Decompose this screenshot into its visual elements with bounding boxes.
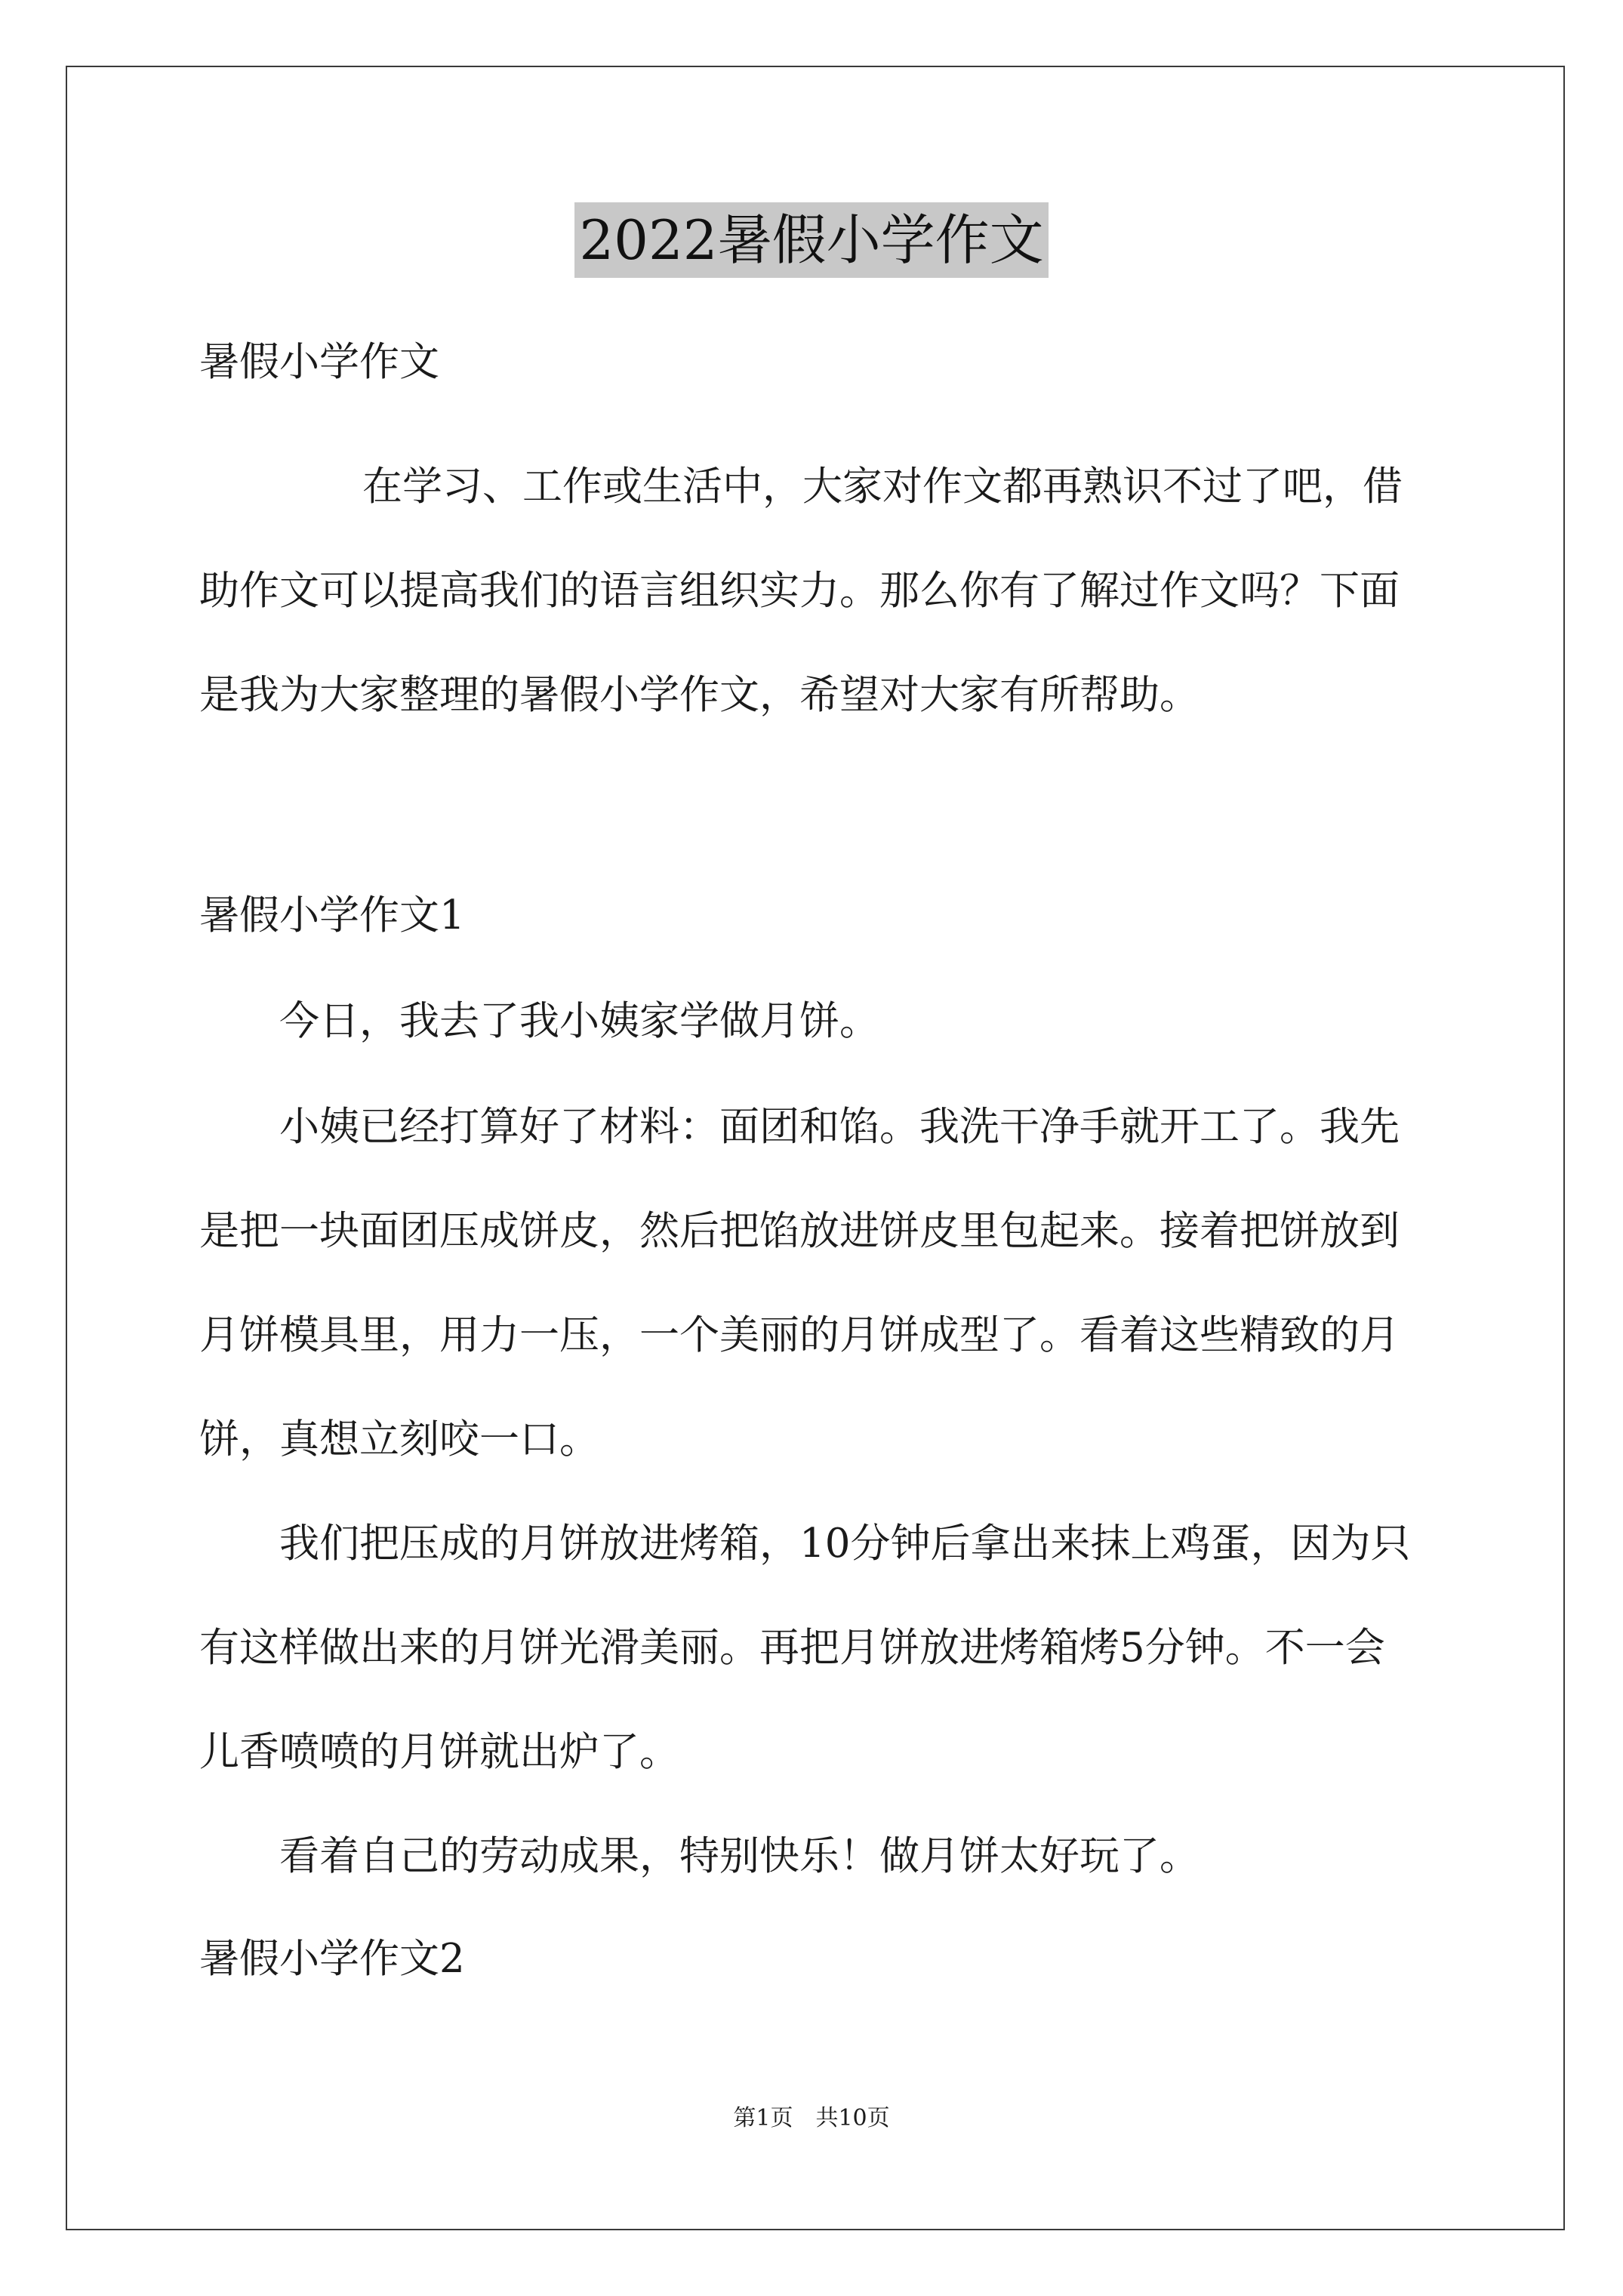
section-heading: 暑假小学作文2	[199, 1936, 465, 1982]
intro-line: 在学习、工作或生活中，大家对作文都再熟识不过了吧，借	[362, 464, 1403, 510]
intro-line: 是我为大家整理的暑假小学作文，希望对大家有所帮助。	[199, 672, 1200, 718]
paragraph-line: 是把一块面团压成饼皮，然后把馅放进饼皮里包起来。接着把饼放到	[199, 1208, 1400, 1254]
document-title: 2022暑假小学作文	[574, 202, 1048, 278]
paragraph-line: 今日，我去了我小姨家学做月饼。	[279, 998, 879, 1044]
paragraph-line: 饼，真想立刻咬一口。	[199, 1416, 599, 1462]
section-heading: 暑假小学作文1	[199, 892, 465, 938]
page-number: 第1页 共10页	[733, 2105, 890, 2131]
paragraph-line: 儿香喷喷的月饼就出炉了。	[199, 1729, 679, 1775]
paragraph-line: 有这样做出来的月饼光滑美丽。再把月饼放进烤箱烤5分钟。不一会	[199, 1625, 1385, 1671]
paragraph-line: 月饼模具里，用力一压，一个美丽的月饼成型了。看着这些精致的月	[199, 1312, 1400, 1358]
subtitle: 暑假小学作文	[199, 339, 439, 385]
paragraph-line: 我们把压成的月饼放进烤箱，10分钟后拿出来抹上鸡蛋，因为只	[279, 1521, 1411, 1567]
paragraph-line: 小姨已经打算好了材料：面团和馅。我洗干净手就开工了。我先	[279, 1104, 1400, 1150]
intro-line: 助作文可以提高我们的语言组织实力。那么你有了解过作文吗？下面	[199, 568, 1400, 614]
paragraph-line: 看着自己的劳动成果，特别快乐！做月饼太好玩了。	[279, 1833, 1200, 1879]
document-title-wrapper	[0, 202, 1623, 278]
